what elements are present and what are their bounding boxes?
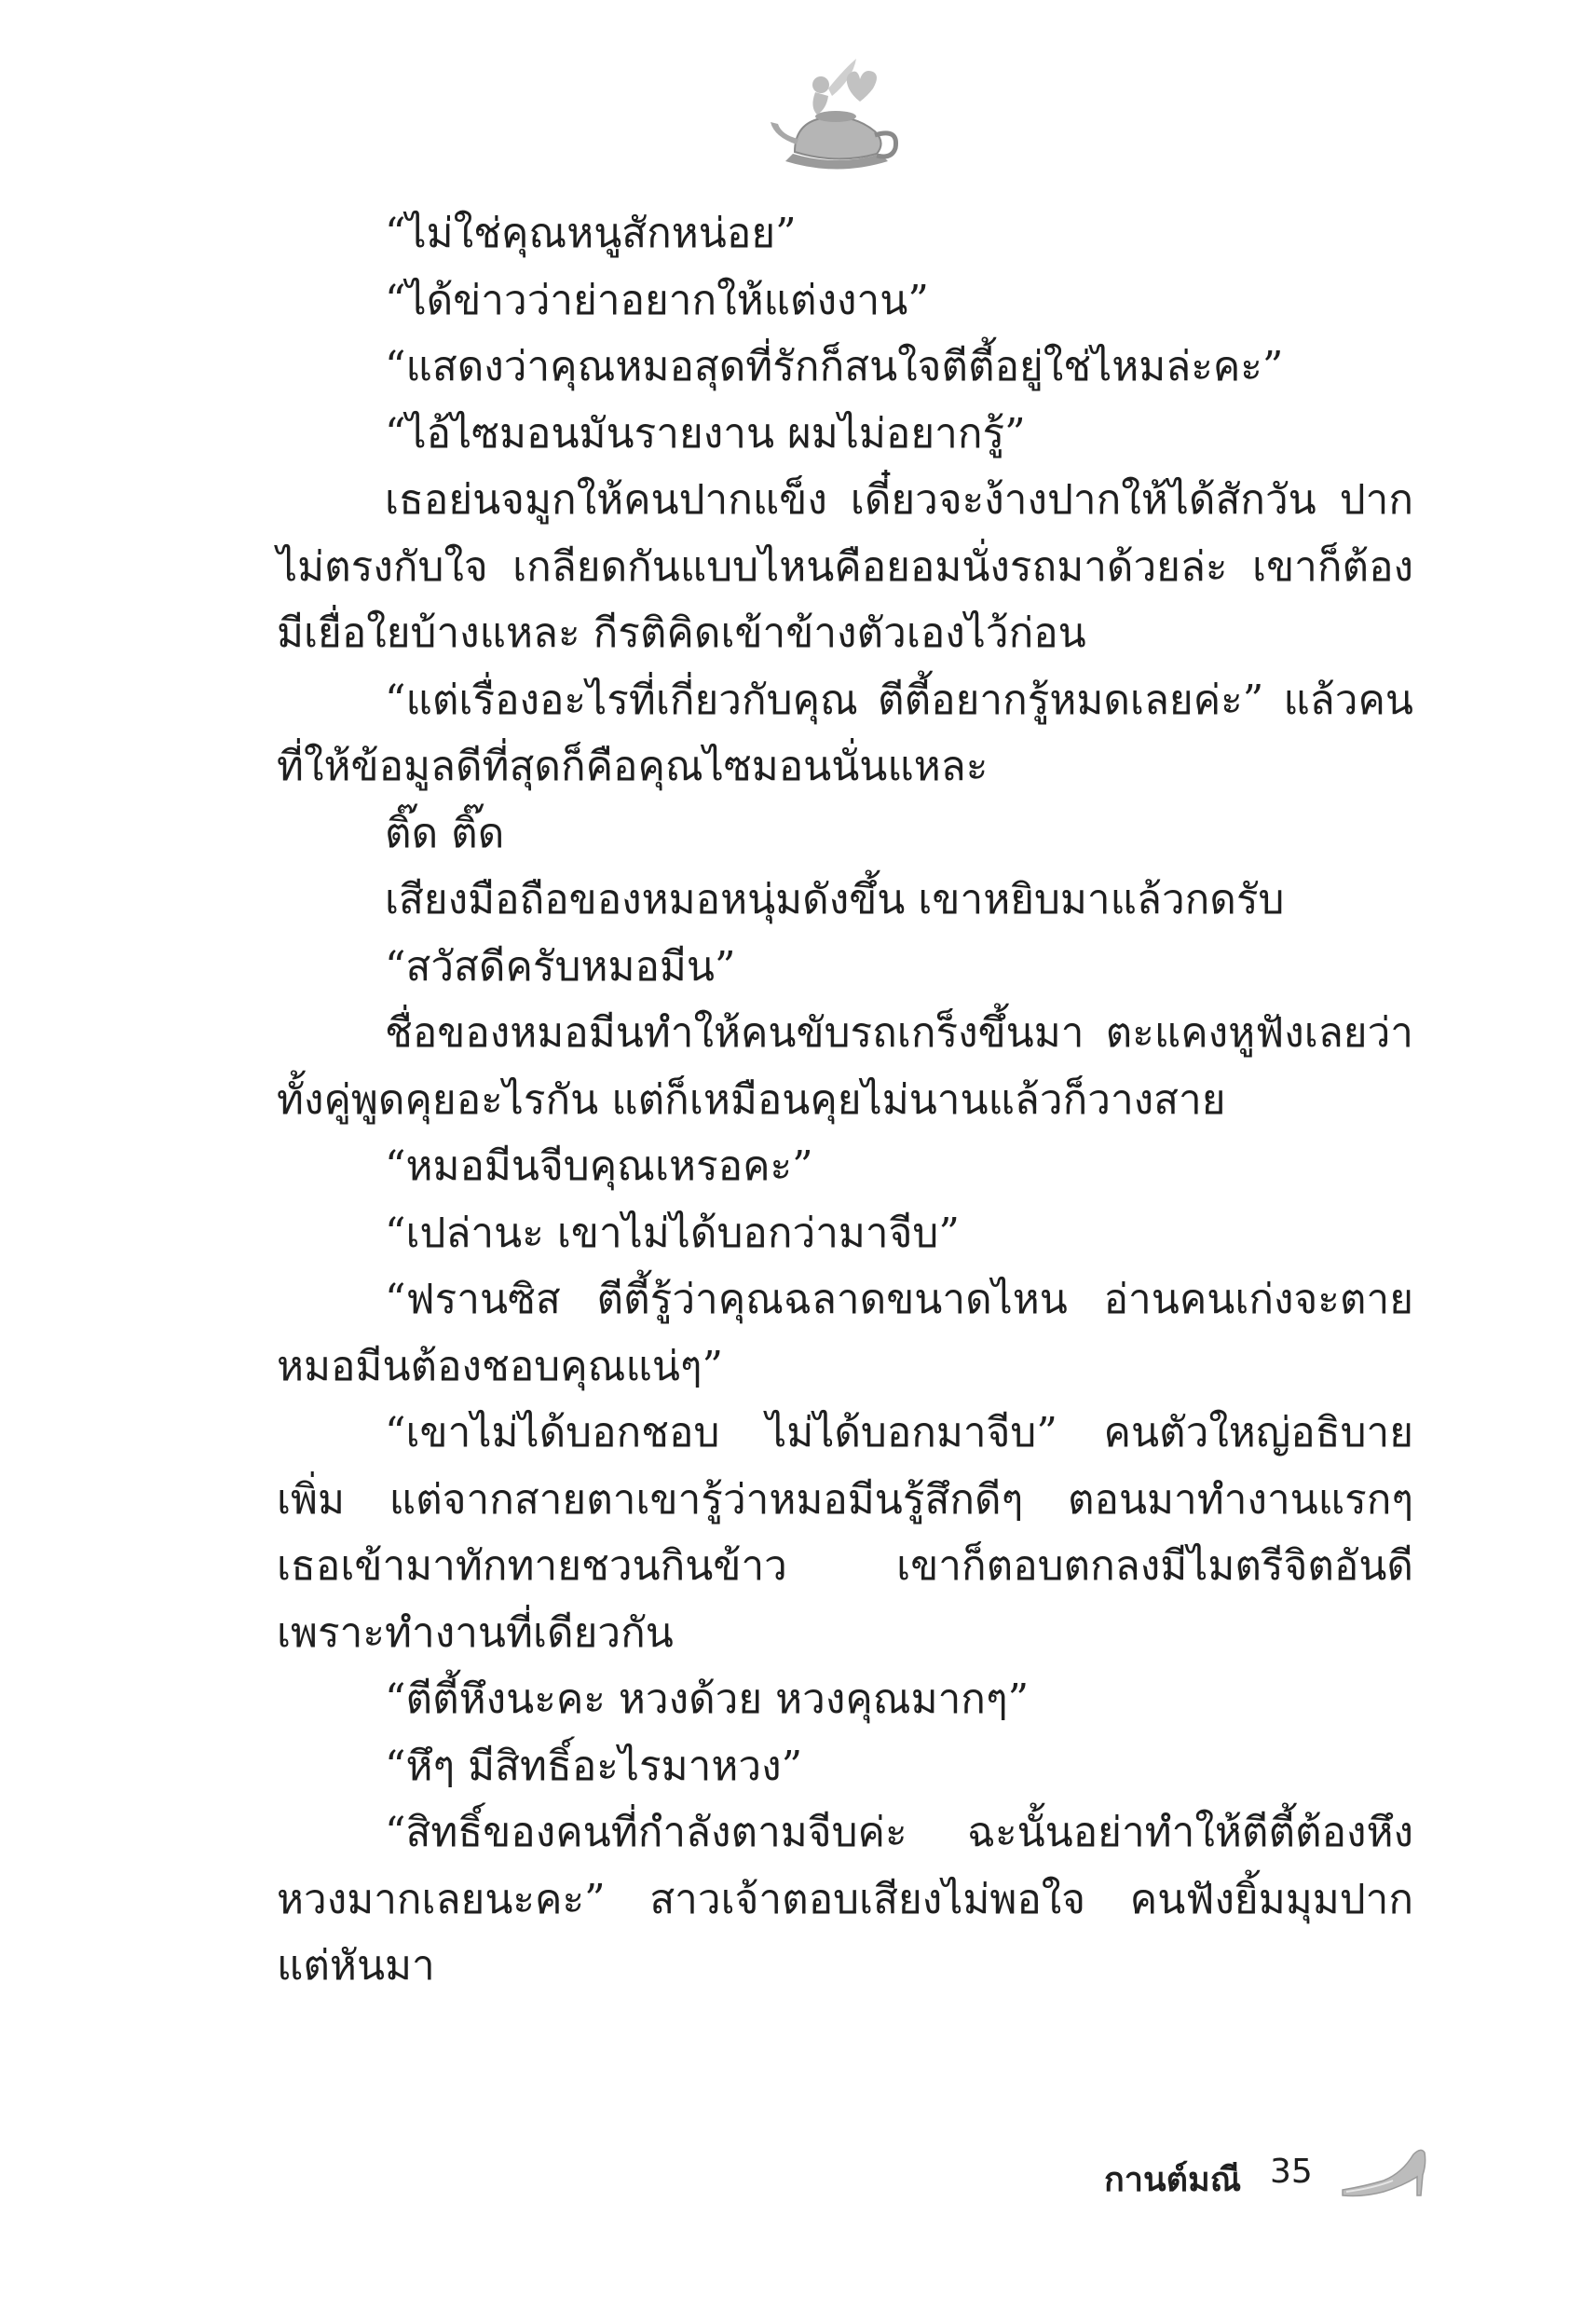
- story-body: [277, 200, 1413, 2000]
- paragraph: เธอย่นจมูกให้คนปากแข็ง เดี๋ยวจะง้างปากให้ได้สักวัน ปากไม่ตรงกับใจ เกลียดกันแบบไหนคือยอมนั่งรถมาด้วยล่ะ เขาก็ต้องมีเยื่อใยบ้างแหละ กีรติคิดเข้าข้างตัวเองไว้ก่อน: [277, 476, 1413, 657]
- paragraph: “ไม่ใช่คุณหนูสักหน่อย”: [385, 210, 797, 257]
- paragraph: “ตีตี้หึงนะคะ หวงด้วย หวงคุณมากๆ”: [385, 1675, 1030, 1723]
- paragraph: “ฟรานซิส ตีตี้รู้ว่าคุณฉลาดขนาดไหน อ่านคนเก่งจะตาย หมอมีนต้องชอบคุณแน่ๆ”: [277, 1276, 1413, 1390]
- high-heel-shoe-icon: [1337, 2143, 1430, 2199]
- teapot-cupid-icon: [767, 51, 907, 182]
- paragraph: เสียงมือถือของหมอหนุ่มดังขึ้น เขาหยิบมาแล้วกดรับ: [385, 876, 1285, 923]
- paragraph: “แต่เรื่องอะไรที่เกี่ยวกับคุณ ตีตี้อยากรู้หมดเลยค่ะ” แล้วคนที่ให้ข้อมูลดีที่สุดก็คือคุณไซมอนนั่นแหละ: [277, 676, 1413, 790]
- paragraph: ติ๊ด ติ๊ด: [385, 809, 505, 857]
- paragraph: “สวัสดีครับหมอมีน”: [385, 942, 736, 991]
- paragraph: ชื่อของหมอมีนทำให้คนขับรถเกร็งขึ้นมา ตะแคงหูฟังเลยว่าทั้งคู่พูดคุยอะไรกัน แต่ก็เหมือนคุยไม่นานแล้วก็วางสาย: [277, 1009, 1413, 1124]
- paragraph: “หึๆ มีสิทธิ์อะไรมาหวง”: [385, 1742, 803, 1790]
- author-name: กานต์มณี: [1104, 2161, 1242, 2199]
- page-number: 35: [1270, 2153, 1313, 2191]
- paragraph: “ได้ข่าวว่าย่าอยากให้แต่งงาน”: [385, 276, 929, 324]
- paragraph: “แสดงว่าคุณหมอสุดที่รักก็สนใจตีตี้อยู่ใช่ไหมล่ะคะ”: [385, 343, 1284, 390]
- paragraph: “สิทธิ์ของคนที่กำลังตามจีบค่ะ ฉะนั้นอย่าทำให้ตีตี้ต้องหึงหวงมากเลยนะคะ” สาวเจ้าตอบเสียงไม่พอใจ คนฟังยิ้มมุมปาก แต่หันมา: [277, 1809, 1413, 1990]
- page-footer: [0, 2143, 1596, 2208]
- paragraph: “เปล่านะ เขาไม่ได้บอกว่ามาจีบ”: [385, 1209, 960, 1257]
- paragraph: “เขาไม่ได้บอกชอบ ไม่ได้บอกมาจีบ” คนตัวใหญ่อธิบายเพิ่ม แต่จากสายตาเขารู้ว่าหมอมีนรู้สึกดีๆ ตอนมาทำงานแรกๆ เธอเข้ามาทักทายชวนกินข้าว เขาก็ตอบตกลงมีไมตรีจิตอันดีเพราะทำงานที่เดียวกัน: [277, 1409, 1413, 1657]
- paragraph: “ไอ้ไซมอนมันรายงาน ผมไม่อยากรู้”: [385, 409, 1026, 458]
- paragraph: “หมอมีนจีบคุณเหรอคะ”: [385, 1142, 813, 1190]
